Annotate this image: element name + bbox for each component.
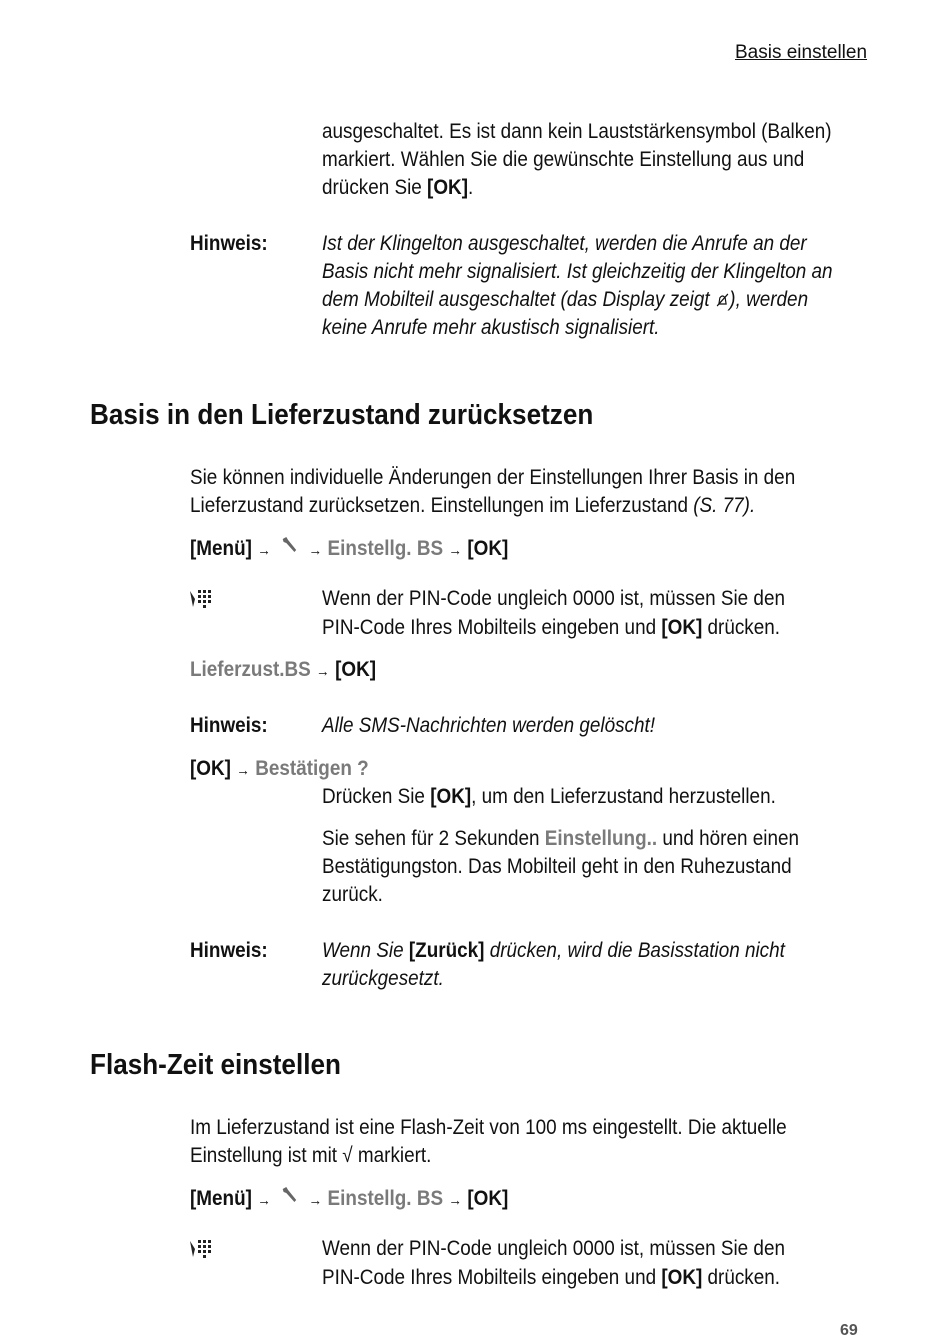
confirm-text: Drücken Sie [OK], um den Lieferzustand herzustellen. [322, 785, 776, 808]
result-line-3: zurück. [322, 883, 383, 906]
note1-line-2: Basis nicht mehr signalisiert. Ist gleichzeitig der Klingelton an [322, 260, 833, 283]
note3-line-1: Wenn Sie [Zurück] drücken, wird die Basisstation nicht [322, 939, 785, 962]
result-line-2: Bestätigungston. Das Mobilteil geht in den Ruhezustand [322, 855, 792, 878]
section2-paragraph-line-2: Einstellung ist mit √ markiert. [190, 1144, 432, 1167]
section1-paragraph-line-1: Sie können individuelle Änderungen der Einstellungen Ihrer Basis in den [190, 466, 796, 489]
result-line-1: Sie sehen für 2 Sekunden Einstellung.. und hören einen [322, 827, 799, 850]
intro-line-2: markiert. Wählen Sie die gewünschte Einstellung aus und [322, 148, 805, 171]
menu-path: [Menü] → → Einstellg. BS → [OK] [190, 535, 508, 565]
running-header: Basis einstellen [735, 42, 868, 63]
pin-line-1: Wenn der PIN-Code ungleich 0000 ist, müssen Sie den [322, 1237, 785, 1260]
note1-line-3: dem Mobilteil ausgeschaltet (das Display zeigt ), werden [322, 288, 809, 311]
keypad-icon [188, 1237, 214, 1266]
pin-line-2: PIN-Code Ihres Mobilteils eingeben und [OK] drücken. [322, 1266, 781, 1289]
note3-line-2: zurückgesetzt. [322, 967, 444, 990]
section1-paragraph-line-2: Lieferzustand zurücksetzen. Einstellungen im Lieferzustand (S. 77). [190, 494, 756, 517]
section-heading-reset: Basis in den Lieferzustand zurücksetzen [90, 399, 594, 431]
page-number: 69 [840, 1322, 858, 1339]
section-heading-flash: Flash-Zeit einstellen [90, 1049, 341, 1081]
intro-line-3: drücken Sie [OK]. [322, 176, 474, 199]
step-factory-reset: Lieferzust.BS → [OK] [190, 658, 377, 681]
pin-line-1: Wenn der PIN-Code ungleich 0000 ist, müssen Sie den [322, 587, 785, 610]
section2-paragraph-line-1: Im Lieferzustand ist eine Flash-Zeit von 100 ms eingestellt. Die aktuelle [190, 1116, 787, 1139]
menu-path: [Menü] → → Einstellg. BS → [OK] [190, 1185, 508, 1215]
step-confirm: [OK] → Bestätigen ? [190, 757, 369, 780]
note-label: Hinweis: [190, 714, 268, 737]
note-label: Hinweis: [190, 939, 268, 962]
pin-line-2: PIN-Code Ihres Mobilteils eingeben und [OK] drücken. [322, 616, 781, 639]
note1-line-4: keine Anrufe mehr akustisch signalisiert. [322, 316, 660, 339]
note2-text: Alle SMS-Nachrichten werden gelöscht! [322, 714, 656, 737]
wrench-icon [276, 535, 303, 563]
keypad-icon [188, 587, 214, 616]
note-label: Hinweis: [190, 232, 268, 255]
wrench-icon [276, 1185, 303, 1213]
note1-line-1: Ist der Klingelton ausgeschaltet, werden die Anrufe an der [322, 232, 807, 255]
intro-line-1: ausgeschaltet. Es ist dann kein Lauststärkensymbol (Balken) [322, 120, 832, 143]
bell-off-icon [715, 292, 729, 308]
